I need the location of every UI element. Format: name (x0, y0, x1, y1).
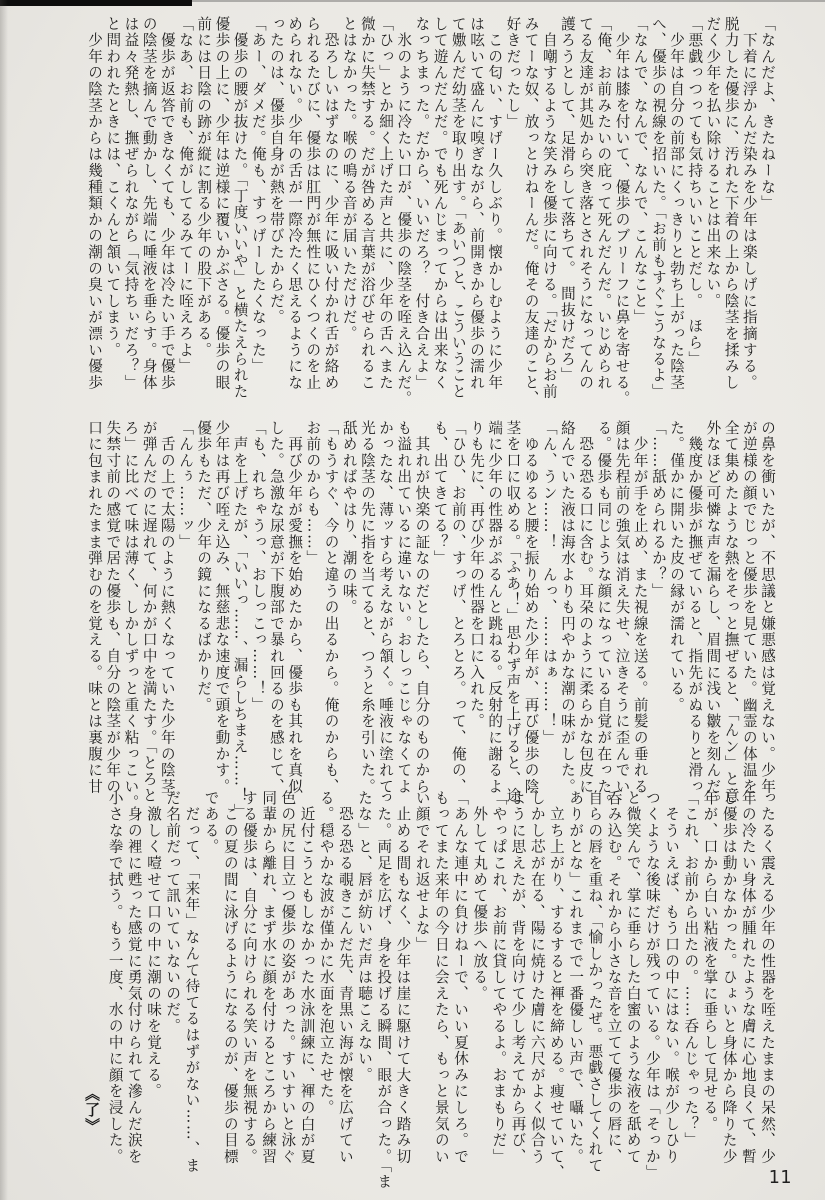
text-column: 「あんな連中に負けねーで、いい夏休みにしろ。で (452, 790, 469, 1165)
text-column: ろ」に比べて味は薄く、しかしずっと重く粘っこい。 (122, 420, 140, 812)
text-column: 声を上げたが、「いいっ……、漏らしちまえ……！」 (231, 420, 249, 821)
text-column: 「悪戯っつっても気持ちいいことだし。 ほら」 (686, 16, 704, 368)
text-column: た。僅かに開いた皮の縁が濡れている。 (668, 420, 686, 714)
text-column: と微笑んで、掌に垂らした白蜜のような液を舐めて (624, 790, 642, 1165)
text-column: なっちまった。だから、いいだろ？ 付き合えよ」 (413, 16, 431, 391)
text-column: った。両足を広げ、身を投げる瞬間、眼が合った。「ま (375, 790, 393, 1191)
text-column: 外して丸めて優歩へ放る。 (471, 790, 489, 1002)
text-column: も、出てきてる？」 (431, 420, 449, 567)
scan-artifact-top-strip (0, 0, 192, 6)
text-column: 優歩もただ、少年の鏡になるばかりだ。 (195, 420, 213, 714)
text-column: 同輩から離れ、まず水に顔を付けるところから練習 (260, 790, 278, 1165)
text-column: 茎を口に収める。「ふあ！」思わず声を上げると、途 (504, 420, 522, 804)
text-column: 年が、口から白い粘液を掌に垂らして見せる。 (701, 790, 719, 1133)
text-column: 護ろうとして、足滑らして落ちて。 間抜けだろ」 (558, 16, 576, 384)
text-column: 「なんだよ、きたねーな」 (759, 16, 776, 212)
text-column: 呑み込む。それから小さな音を立てて優歩の唇に、 (605, 790, 623, 1165)
text-column: 絡んでいた液は海水よりも円やかな潮の味がした。 (558, 420, 576, 795)
text-column: が逆様の顔でじっと優歩を見ていた。幽霊の体温を (740, 420, 758, 795)
text-column: 優歩の上に、少年は逆様に覆いかぶさる。優歩の眼 (213, 16, 231, 391)
text-column: 年の冷たい身体が腫れたような膚に心地良くて、暫 (739, 790, 757, 1165)
text-column: 「ん、うン……！ んっ、……はぁ……！」 (540, 420, 558, 746)
text-column: 前には日陰の跡が縦に割る少年の股下がある。 (195, 16, 213, 359)
text-column: だく少年を払い除けることは出来ない。 (704, 16, 722, 310)
text-column: 「ひひ、お前の、すっげ、とろとろ。って、俺の、 (449, 420, 467, 795)
text-column: 自嘲するような笑みを優歩に向ける。「だからお前 (540, 16, 558, 400)
text-column: した。急激な尿意が下腹部で暴れ回るのを感じて、 (267, 420, 285, 795)
text-column: 近付こうともしなかった水泳訓練に、褌の白が夏 (298, 790, 316, 1165)
text-column: 光る陰茎の先に指を当てると、つうと糸を引いた。 (358, 420, 376, 795)
text-column: てる友達が其処から突き落とされそうになってんの (577, 16, 595, 391)
text-column: 「あー、ダメだ。俺も、すっげーしたくなった」 (249, 16, 267, 375)
text-column: 少年は膝を付いて、優歩のブリーフに鼻を寄せる。 (613, 16, 631, 408)
text-column: の陰茎を摘んで動かし、先端に唾液を垂らす。身体 (140, 16, 158, 391)
text-column: ったるく震える少年の性器を咥えたままの呆然、少 (759, 790, 776, 1165)
text-column: お前のからも……」 (304, 420, 322, 567)
text-column: 「俺、お前みたいの庇って死んだんだ。いじめられ (595, 16, 613, 391)
text-column: られるたびに、優歩は肛門が無性にひくつくのを止 (304, 16, 322, 391)
text-column: だって、「来年」なんて待てるはずがない……、ま (183, 790, 201, 1174)
text-column: い顔でそれ返せよな」 (413, 790, 431, 953)
text-column: も溢れ出ているに違いない。おしっこじゃなくてよ (395, 420, 413, 795)
text-column: 好きだったし」 (504, 16, 522, 131)
text-column: 端に少年の性器がぷるんと跳ねる。反射的に謝るよ (486, 420, 504, 795)
story-end-mark: 《了》 (83, 1086, 101, 1134)
text-band-bottom (76, 790, 776, 1191)
text-column: 止める間もなく、少年は崖に駆けて大きく踏み切 (394, 790, 412, 1165)
text-column: もってまた来年の今日に会えたら、もっと景気のい (432, 790, 450, 1165)
text-column: 少年の陰茎からは幾種類かの潮の臭いが漂い優歩 (86, 16, 104, 391)
text-column: る。優歩も同じような顔になっている自覚が在った。 (595, 420, 613, 812)
text-band-middle (76, 420, 776, 821)
text-column: とはなかった。喉の鳴る音が届いただけだ。 (340, 16, 358, 342)
text-column: 「……舐められるか？」 (649, 420, 667, 600)
text-column: の鼻を衝いたが、不思議と嫌悪感は覚えない。少年 (759, 420, 776, 795)
text-column: する優歩は、自分に向けられる笑い声を無視する。 (240, 790, 258, 1165)
text-column: が弾んだのに遅れて、何かが口中を満たす。「とろと (140, 420, 158, 804)
text-column: 「んんぅ……ッ」 (177, 420, 194, 551)
text-column: 激しく噎せて口の中に潮の味を覚える。 (145, 790, 162, 1100)
text-column: 下着に浮かんだ染みを少年は楽しげに指摘する。 (740, 16, 758, 391)
text-column: 舐めればやはり、潮の味。 (340, 420, 358, 616)
text-column: 口に包まれたまま弾むのを覚える。味とは裏腹に甘 (86, 420, 104, 795)
text-column: みてーな奴、放っとけねーんだ。俺その友達のこと、 (522, 16, 540, 408)
text-column: ゆるゆると腰を振り始めた少年が、再び優歩の陰 (522, 420, 540, 795)
text-column: 「なんで、なんで、なんで、こんなこと」 (631, 16, 649, 326)
text-column: ように思えたが、背を向けて少し考えてから再び、 (509, 790, 527, 1165)
text-column: 優歩が返答できなくても、少年は冷たい手で優歩 (158, 16, 176, 391)
text-column: 脱力した優歩に、汚れた下着の上から陰茎を揉みし (722, 16, 740, 391)
text-column: だ名前だって訊いていないのだ。 (164, 790, 182, 1035)
text-column: 立ち上がり、するすると褌を締める。痩せていて、 (547, 790, 565, 1182)
text-column: この匂い、すげー久しぶり。懐かしむように少年 (486, 16, 504, 391)
text-column: 少年が手を止め、また視線を送る。前髪の垂れる (631, 420, 649, 795)
text-column: 優歩の腰が抜けた。「丁度いいや」と横たえられた (231, 16, 249, 400)
text-column: 「も、れちゃうっ、おしっこっ……！」 (249, 420, 267, 714)
text-column: 少年は再び咥え込み、無慈悲な速度で頭を動かす。 (213, 420, 231, 795)
page-number: 11 (768, 1168, 792, 1188)
text-column: 再び少年が愛撫を始めたから、優歩も其れを真似 (286, 420, 304, 795)
text-column: しかし芯が在る、陽に焼けた膚に六尺がよく似合う (528, 790, 546, 1165)
text-column: ありがとな」これまでで一番優しい声で、囁いた。 (567, 790, 585, 1165)
text-column: 「これ、お前から出たの。……呑んじゃった？」 (682, 790, 700, 1149)
scan-edge-shadow (0, 0, 8, 1200)
text-column: この夏の間に泳げるようになるのが、優歩の目標 (221, 790, 239, 1165)
text-column: 氷のように冷たい口が、優歩の陰茎を咥え込んだ。 (395, 16, 413, 408)
text-column: 色の尻に目立つ優歩の姿があった。すいすいと泳ぐ (279, 790, 297, 1165)
text-column: 恐る恐る覗きこんだ先、青黒い海が懐を広げてい (336, 790, 354, 1165)
text-band-top (76, 16, 776, 408)
text-column: められない。少年の舌が一際冷たく思えるようにな (286, 16, 304, 391)
text-column: 「もうすぐ、今のと違うの出るから。俺のからも、 (322, 420, 340, 795)
text-column: ったのは、優歩自身が熱を帯びたからだ。 (267, 16, 285, 326)
text-column: 「なあ、お前も、俺がしてるみてーに咥えろよ」 (177, 16, 194, 375)
text-column: 外なほど可憐な声を漏らし、眉間に浅い皺を刻んだ。 (704, 420, 722, 812)
text-column: 其れが快楽の証なのだとしたら、自分のものから (413, 420, 431, 795)
text-column: 恐る恐る口に含む。耳朶のように柔らかな包皮に (577, 420, 595, 795)
text-column: 恐ろしいはずなのに、少年に吸い付かれ舌が絡め (322, 16, 340, 391)
text-column: である。 (202, 790, 220, 856)
text-column: つくような後味だけが残っている。少年は「そっか」 (643, 790, 661, 1182)
text-column: そういえば、もう口の中にはない。喉が少しひり (663, 790, 681, 1165)
text-column: は呟いて盛んに嗅ぎながら、前開きから優歩の濡れ (468, 16, 485, 391)
text-column: へ、優歩の視線を招いた。「お前もすぐこうなるよ」 (649, 16, 667, 400)
text-column: 小さな拳で拭う。もう一度、水の中に顔を浸した。 (106, 790, 124, 1165)
text-column: て嫐んだ幼茎を取り出す。「あいつと、こういうこと (449, 16, 467, 400)
text-column: 失禁寸前の感覚で居た優歩も、自分の陰茎が少年の (104, 420, 122, 795)
text-column: 幾度か優歩が撫ぜていると、指先がぬるりと滑っ (686, 420, 704, 795)
text-column: 少年は自分の前部にくっきりと勃ち上がった陰茎 (668, 16, 686, 391)
text-column: 顔は先程前の強気は消え失せ、泣きそうに歪んでい (613, 420, 631, 795)
text-column: は益々発熱し、撫ぜられながら「気持ちぃだろ？」 (122, 16, 140, 391)
text-column: りも先に、再び少年の性器を口に入れた。 (468, 420, 485, 730)
text-column: 身の裡に甦った感覚に勇気付けられて滲んだ涙を (125, 790, 143, 1165)
text-column: 「ひっ」とか細く上げた声と共に、少年の舌へまた (377, 16, 395, 391)
text-column: と問われたときには、こくんと頷いてしまう。 (104, 16, 122, 359)
text-column: る。穏やかな波が僅かに水面を泡立たせた。 (317, 790, 335, 1116)
text-column: して遊んだんだ。でも死んじまってからは出来なく (431, 16, 449, 391)
text-column: 微かに失禁する。だが咎める言葉が浴びせられるこ (358, 16, 376, 391)
text-column: し優歩は動かなかった。ひょいと身体から降りた少 (720, 790, 738, 1165)
text-column: 「やっぱこれ、お前に貸してやるよ。おまもりだ」 (490, 790, 508, 1165)
text-column: たな」と、唇が紡いだ声は聴こえない。 (356, 790, 374, 1084)
text-column: 自らの唇を重ね、「愉しかったぜ。悪戯さしてくれて (586, 790, 604, 1174)
text-column: 舌の上で太陽のように熱くなっていた少年の陰茎 (158, 420, 176, 795)
text-column: 全て集めたような熱をそっと撫ぜると、「んン」と意 (722, 420, 740, 804)
text-column: かったな、薄ッすら考えながら頷く。唾液に塗れて (377, 420, 395, 795)
